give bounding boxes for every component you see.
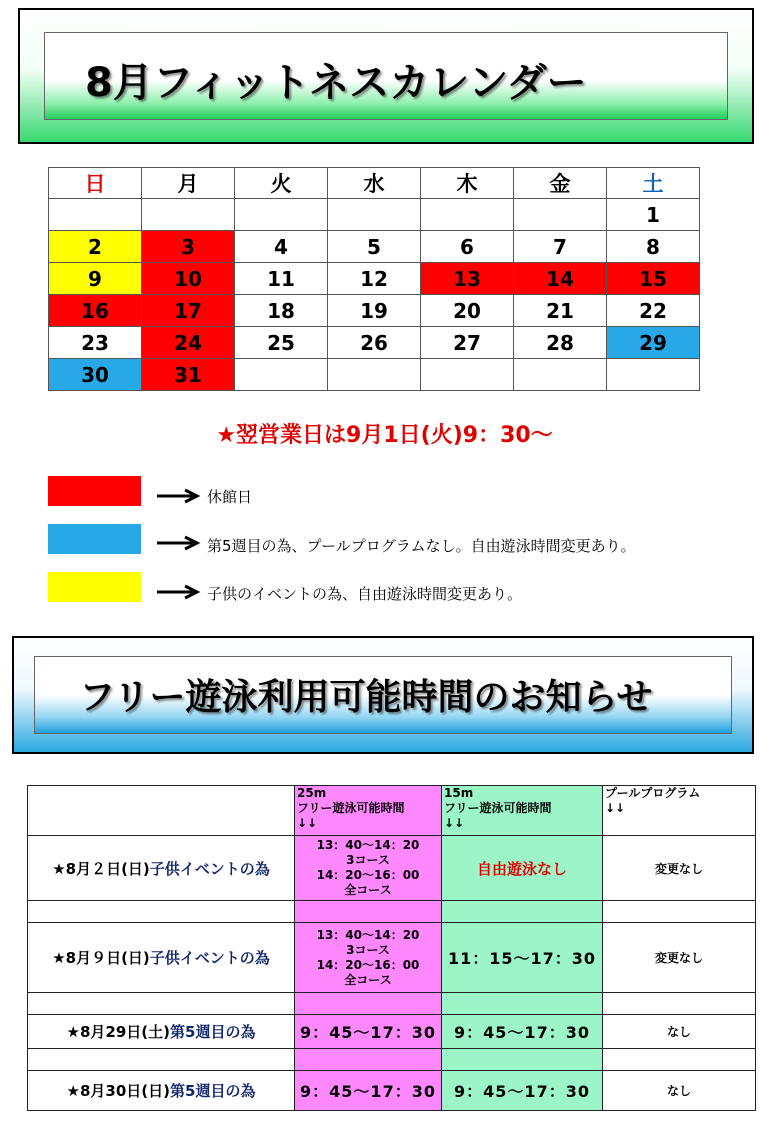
calendar-day-cell: 11 — [235, 263, 328, 295]
weekday-header: 火 — [235, 168, 328, 199]
header-15m-line: 15m — [444, 786, 474, 800]
time-line: 3コース — [346, 853, 390, 867]
calendar-day-cell: 30 — [49, 359, 142, 391]
calendar-day-cell — [514, 359, 607, 391]
calendar-week-row — [49, 295, 700, 327]
spacer-row — [28, 993, 756, 1015]
row-25m-times — [295, 836, 442, 901]
calendar-day-cell: 9 — [49, 263, 142, 295]
banner-face — [44, 32, 728, 120]
banner-face — [34, 656, 732, 734]
calendar-day-cell — [421, 359, 514, 391]
page-title: 8月フィットネスカレンダー — [85, 60, 587, 106]
row-15m-times: 自由遊泳なし — [442, 836, 603, 901]
legend-text-fifth-week: 第5週目の為、プールプログラムなし。自由遊泳時間変更あり。 — [207, 537, 636, 555]
row-date: ★8月30日(日) — [66, 1082, 171, 1100]
calendar-day-cell: 21 — [514, 295, 607, 327]
calendar-day-cell: 29 — [607, 327, 700, 359]
calendar-week-row — [49, 263, 700, 295]
header-15m-line: ↓↓ — [444, 816, 465, 830]
calendar-day-cell: 5 — [328, 231, 421, 263]
section-title: フリー遊泳利用可能時間のお知らせ — [79, 677, 653, 718]
calendar-day-cell: 20 — [421, 295, 514, 327]
time-line: 全コース — [344, 883, 392, 897]
calendar-body — [49, 199, 700, 391]
row-25m-times: 9：45～17：30 — [295, 1015, 442, 1049]
time-line: 13：40～14：20 — [316, 927, 420, 942]
calendar-weekday-row — [49, 168, 700, 199]
calendar-day-cell — [142, 199, 235, 231]
row-15m-times: 9：45～17：30 — [442, 1071, 603, 1111]
header-15m — [442, 786, 603, 836]
row-label — [28, 1071, 295, 1111]
calendar-day-cell — [328, 359, 421, 391]
calendar-day-cell: 17 — [142, 295, 235, 327]
header-25m-line: フリー遊泳可能時間 — [297, 801, 405, 815]
calendar-day-cell: 1 — [607, 199, 700, 231]
row-program: 変更なし — [603, 836, 756, 901]
calendar-day-cell — [328, 199, 421, 231]
calendar-day-cell: 16 — [49, 295, 142, 327]
calendar-day-cell: 2 — [49, 231, 142, 263]
calendar-week-row — [49, 327, 700, 359]
weekday-header: 日 — [49, 168, 142, 199]
row-date: ★8月２日(日) — [52, 859, 150, 878]
header-25m-line: ↓↓ — [297, 816, 318, 830]
arrow-right-icon — [155, 488, 201, 504]
header-program — [603, 786, 756, 836]
spacer-row — [28, 1049, 756, 1071]
row-label — [28, 923, 295, 993]
time-line: 14：20～16：00 — [316, 957, 420, 972]
header-15m-line: フリー遊泳可能時間 — [444, 801, 552, 815]
row-program: 変更なし — [603, 923, 756, 993]
time-line: 13：40～14：20 — [316, 838, 420, 852]
row-reason: 子供イベントの為 — [149, 949, 270, 967]
row-25m-times — [295, 923, 442, 993]
table-header-row — [28, 786, 756, 836]
calendar-week-row — [49, 359, 700, 391]
legend-swatch-fifth-week — [48, 524, 141, 554]
header-program-line: プールプログラム — [605, 786, 701, 800]
row-reason: 第5週目の為 — [170, 1023, 256, 1041]
arrow-right-icon — [155, 535, 201, 551]
spacer-row — [28, 901, 756, 923]
calendar-day-cell: 19 — [328, 295, 421, 327]
calendar-title-banner — [18, 8, 754, 144]
time-line: 3コース — [346, 942, 390, 957]
calendar-table — [48, 167, 700, 391]
row-reason: 子供イベントの為 — [149, 859, 270, 878]
row-15m-times: 11：15～17：30 — [442, 923, 603, 993]
row-date: ★8月９日(日) — [52, 949, 150, 967]
calendar-day-cell: 24 — [142, 327, 235, 359]
calendar-day-cell — [235, 199, 328, 231]
calendar-day-cell: 3 — [142, 231, 235, 263]
calendar-day-cell: 6 — [421, 231, 514, 263]
calendar-day-cell — [421, 199, 514, 231]
calendar-day-cell: 4 — [235, 231, 328, 263]
row-label — [28, 1015, 295, 1049]
calendar-day-cell: 25 — [235, 327, 328, 359]
calendar-day-cell: 23 — [49, 327, 142, 359]
calendar-day-cell — [607, 359, 700, 391]
free-swim-title-banner — [12, 636, 754, 754]
row-program: なし — [603, 1071, 756, 1111]
legend-text-kids-event: 子供のイベントの為、自由遊泳時間変更あり。 — [207, 585, 523, 603]
row-reason: 第5週目の為 — [170, 1082, 256, 1100]
time-line: 全コース — [344, 972, 392, 987]
weekday-header: 土 — [607, 168, 700, 199]
calendar-week-row — [49, 199, 700, 231]
weekday-header: 金 — [514, 168, 607, 199]
row-25m-times: 9：45～17：30 — [295, 1071, 442, 1111]
legend-swatch-kids-event — [48, 572, 141, 602]
weekday-header: 木 — [421, 168, 514, 199]
calendar-day-cell: 27 — [421, 327, 514, 359]
calendar-day-cell: 18 — [235, 295, 328, 327]
calendar-day-cell: 10 — [142, 263, 235, 295]
arrow-right-icon — [155, 584, 201, 600]
header-25m — [295, 786, 442, 836]
calendar-week-row — [49, 231, 700, 263]
weekday-header: 月 — [142, 168, 235, 199]
table-row — [28, 1071, 756, 1111]
calendar-day-cell: 14 — [514, 263, 607, 295]
calendar-day-cell — [514, 199, 607, 231]
header-empty-cell — [28, 786, 295, 836]
calendar-day-cell — [49, 199, 142, 231]
calendar-day-cell: 28 — [514, 327, 607, 359]
next-business-day-notice: ★翌営業日は9月1日(火)9：30～ — [216, 423, 553, 448]
table-row — [28, 923, 756, 993]
free-swim-table — [27, 785, 756, 1111]
row-label — [28, 836, 295, 901]
calendar-day-cell: 15 — [607, 263, 700, 295]
row-15m-times: 9：45～17：30 — [442, 1015, 603, 1049]
calendar-day-cell: 7 — [514, 231, 607, 263]
row-program: なし — [603, 1015, 756, 1049]
header-25m-line: 25m — [297, 786, 327, 800]
calendar-day-cell: 13 — [421, 263, 514, 295]
calendar-day-cell: 26 — [328, 327, 421, 359]
calendar-day-cell: 12 — [328, 263, 421, 295]
calendar-day-cell: 31 — [142, 359, 235, 391]
table-row — [28, 836, 756, 901]
row-date: ★8月29日(土) — [66, 1023, 171, 1041]
header-program-line: ↓↓ — [605, 801, 626, 815]
table-row — [28, 1015, 756, 1049]
weekday-header: 水 — [328, 168, 421, 199]
time-line: 14：20～16：00 — [316, 868, 420, 882]
calendar-day-cell — [235, 359, 328, 391]
calendar-day-cell: 22 — [607, 295, 700, 327]
legend-text-closed: 休館日 — [207, 488, 253, 506]
legend-swatch-closed — [48, 476, 141, 506]
calendar-day-cell: 8 — [607, 231, 700, 263]
